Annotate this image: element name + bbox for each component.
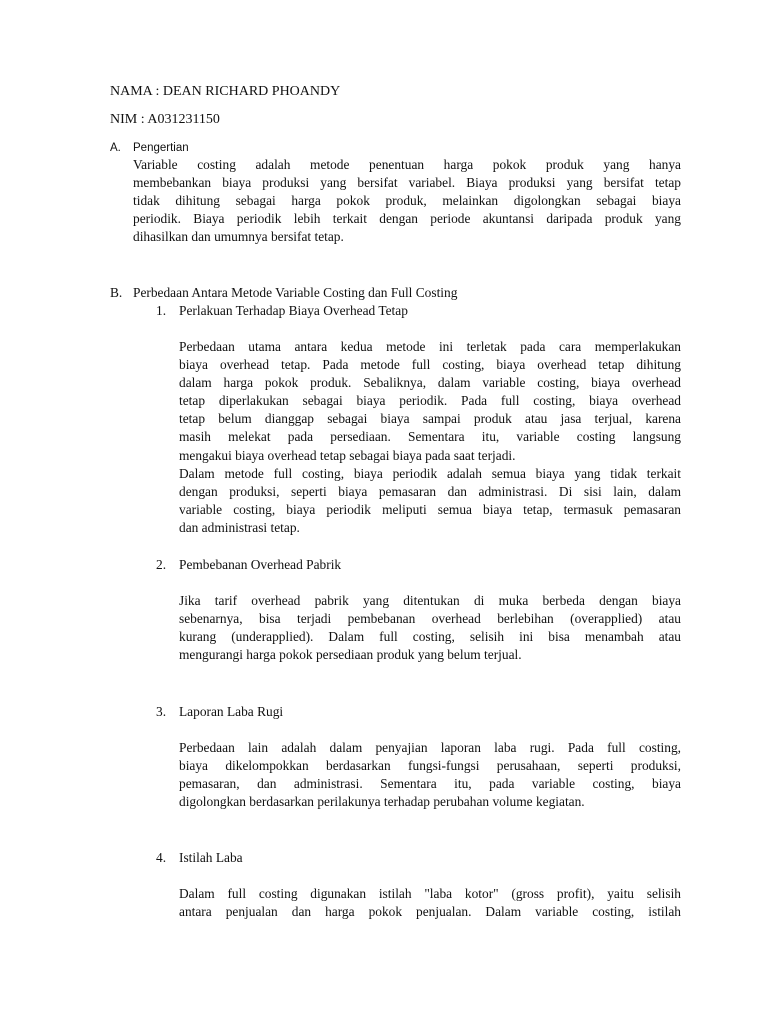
item-1-paragraph-1 [179, 338, 681, 465]
text-line: membebankan biaya produksi yang bersifat variabel. Biaya produksi yang bersifat tetap [133, 175, 681, 191]
item-4-paragraph-1 [179, 885, 681, 921]
item-1-title: Perlakuan Terhadap Biaya Overhead Tetap [179, 303, 408, 318]
item-4-marker: 4. [156, 850, 167, 865]
text-line: kurang (underapplied). Dalam full costing, selisih ini bisa menambah atau [179, 629, 681, 645]
text-line: dengan produksi, seperti biaya pemasaran dan administrasi. Di sisi lain, dalam [179, 484, 681, 500]
section-b-title: Perbedaan Antara Metode Variable Costing dan Full Costing [133, 285, 458, 300]
student-name: NAMA : DEAN RICHARD PHOANDY [110, 84, 341, 99]
item-1-paragraph-2 [179, 465, 681, 537]
item-2-paragraph-1 [179, 592, 681, 664]
text-line: dalam harga pokok produk. Sebaliknya, dalam variable costing, biaya overhead [179, 375, 681, 391]
text-line: mengurangi harga pokok persediaan produk yang belum terjual. [179, 647, 522, 663]
text-line: biaya dikelompokkan berdasarkan fungsi-fungsi perusahaan, seperti produksi, [179, 758, 681, 774]
section-a-title: Pengertian [133, 142, 189, 154]
text-line: dihasilkan dan umumnya bersifat tetap. [133, 229, 344, 245]
item-3-marker: 3. [156, 704, 167, 719]
text-line: pemasaran, dan administrasi. Sementara itu, pada variable costing, biaya [179, 776, 681, 792]
text-line: Variable costing adalah metode penentuan harga pokok produk yang hanya [133, 157, 681, 172]
item-4-title: Istilah Laba [179, 850, 243, 865]
item-2-title: Pembebanan Overhead Pabrik [179, 557, 342, 572]
text-line: Perbedaan utama antara kedua metode ini terletak pada cara memperlakukan [179, 339, 681, 354]
text-line: biaya overhead tetap. Pada metode full costing, biaya overhead tetap dihitung [179, 357, 681, 373]
text-line: Jika tarif overhead pabrik yang ditentukan di muka berbeda dengan biaya [179, 593, 681, 608]
item-2-marker: 2. [156, 557, 167, 572]
section-a-paragraph [133, 156, 681, 246]
text-line: tetap belum dianggap sebagai biaya sampai produk atau jasa terjual, karena [179, 411, 681, 427]
item-3-paragraph-1 [179, 739, 681, 811]
text-line: masih melekat pada persediaan. Sementara itu, variable costing langsung [179, 429, 681, 445]
text-line: Dalam full costing digunakan istilah "laba kotor" (gross profit), yaitu selisih [179, 886, 681, 901]
section-a-marker: A. [110, 142, 121, 154]
student-nim: NIM : A031231150 [110, 112, 220, 127]
text-line: tidak dihitung sebagai harga pokok produk, melainkan digolongkan sebagai biaya [133, 193, 681, 209]
text-line: Perbedaan lain adalah dalam penyajian laporan laba rugi. Pada full costing, [179, 740, 681, 755]
item-3-title: Laporan Laba Rugi [179, 704, 284, 719]
item-1-marker: 1. [156, 303, 167, 318]
text-line: dan administrasi tetap. [179, 520, 300, 536]
text-line: Dalam metode full costing, biaya periodik adalah semua biaya yang tidak terkait [179, 466, 681, 481]
text-line: tetap diperlakukan sebagai biaya periodik. Pada full costing, biaya overhead [179, 393, 681, 409]
text-line: sebenarnya, bisa terjadi pembebanan overhead berlebihan (overapplied) atau [179, 611, 681, 627]
text-line: antara penjualan dan harga pokok penjualan. Dalam variable costing, istilah [179, 904, 681, 920]
text-line: mengakui biaya overhead tetap sebagai biaya pada saat terjadi. [179, 447, 516, 463]
text-line: variable costing, biaya periodik meliputi semua biaya tetap, termasuk pemasaran [179, 502, 681, 518]
section-b-marker: B. [110, 285, 123, 300]
text-line: digolongkan berdasarkan perilakunya terhadap perubahan volume kegiatan. [179, 794, 585, 810]
text-line: periodik. Biaya periodik lebih terkait dengan periode akuntansi daripada produk yang [133, 211, 681, 227]
